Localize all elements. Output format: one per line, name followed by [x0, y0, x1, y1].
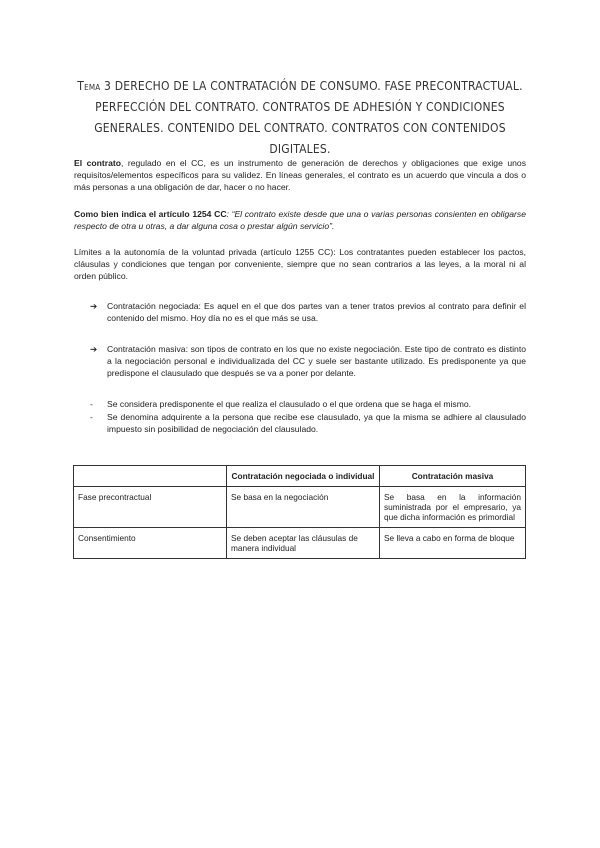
table-cell: Se deben aceptar las cláusulas de manera individual [227, 528, 380, 559]
document-title: Tema 3 DERECHO DE LA CONTRATACIÓN DE CONSUMO. FASE PRECONTRACTUAL. PERFECCIÓN DEL CONTRATO. CONTRATOS DE ADHESIÓN Y CONDICIONES GENERALES. CONTENIDO DEL CONTRATO. CONTRATOS CON CONTENIDOS DIGITALES. [77, 79, 523, 156]
paragraph-limites: Límites a la autonomía de la voluntad privada (artículo 1255 CC): Los contratantes pueden establecer los pactos, cláusulas y condiciones que tengan por conveniente, siempre que no sean contrarios a las leyes, a la moral ni al orden público. [74, 247, 526, 281]
dash-item [90, 398, 526, 410]
dash-text: Se denomina adquirente a la persona que recibe ese clausulado, ya que la misma se adhiere al clausulado impuesto sin posibilidad de negociación del clausulado. [107, 412, 526, 434]
arrow-bullet-icon: ➔ [90, 301, 98, 311]
table-header-cell: Contratación negociada o individual [227, 466, 380, 487]
bullet-item [90, 343, 526, 379]
table-cell: Fase precontractual [74, 487, 227, 528]
table-cell: Se lleva a cabo en forma de bloque [380, 528, 526, 559]
paragraph-articulo-1254 [74, 208, 526, 232]
paragraph-text: , regulado en el CC, es un instrumento de generación de derechos y obligaciones que exige unos requisitos/elementos específicos para su validez. En líneas generales, el contrato es un acuerdo que vincula a dos o más personas a una obligación de dar, hacer o no hacer. [74, 158, 526, 192]
table-header-cell [74, 466, 227, 487]
table-cell: Se basa en la información suministrada por el empresario, ya que dicha información es primordial [380, 487, 526, 528]
table-row [74, 487, 526, 528]
dash-bullet: - [90, 399, 93, 409]
arrow-bullet-icon: ➔ [90, 344, 98, 354]
bullet-text: Contratación negociada: Es aquel en el que dos partes van a tener tratos previos al contrato para definir el contenido del mismo. Hoy día no es el que más se usa. [107, 301, 526, 323]
dash-bullet: - [90, 412, 93, 422]
dash-item [90, 411, 526, 435]
paragraph-bold: El contrato [74, 158, 121, 168]
paragraph-contrato [74, 157, 526, 193]
table-row [74, 528, 526, 559]
paragraph-quote: : “El contrato existe desde que una o varias personas consienten en obligarse respecto de otra u otras, a dar alguna cosa o prestar algún servicio”. [74, 209, 526, 231]
bullet-item [90, 300, 526, 324]
paragraph-bold: Como bien indica el artículo 1254 CC [74, 209, 227, 219]
bullet-text: Contratación masiva: son tipos de contrato en los que no existe negociación. Este tipo de contrato es distinto a la negociación personal e individualizada del CC y suele ser bastante utilizado. Es predisponente ya que predispone el clausulado que después se va a poner por delante. [107, 344, 526, 378]
table-cell: Se basa en la negociación [227, 487, 380, 528]
comparison-table [73, 465, 526, 559]
dash-text: Se considera predisponente el que realiza el clausulado o el que ordena que se haga el mismo. [107, 399, 472, 409]
table-cell: Consentimiento [74, 528, 227, 559]
table-header-row [74, 466, 526, 487]
table-header-cell: Contratación masiva [380, 466, 526, 487]
